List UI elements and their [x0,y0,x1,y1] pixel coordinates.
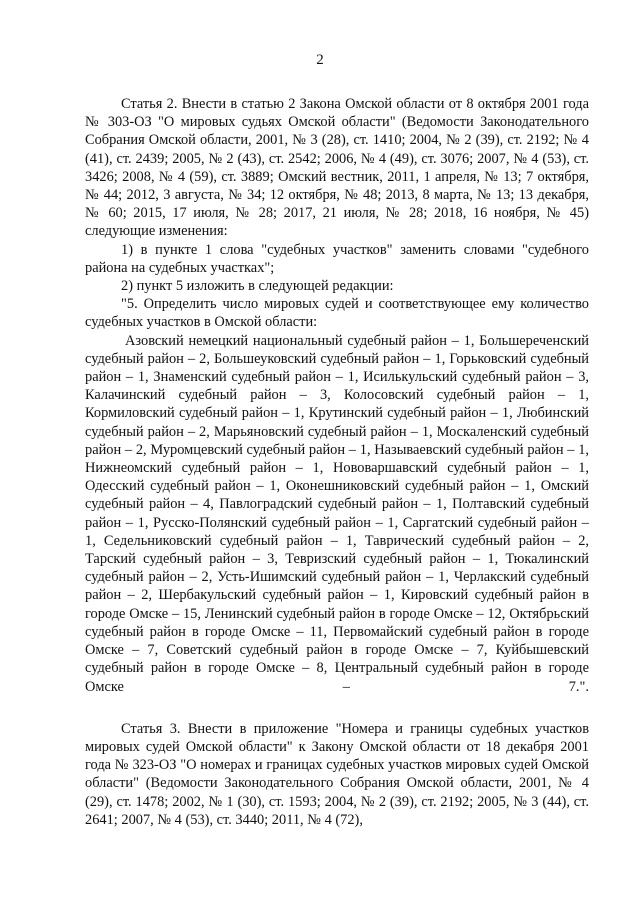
article-2-item-2: 2) пункт 5 изложить в следующей редакции: [121,278,394,295]
district-list: Азовский немецкий национальный судебный район – 1, Большереченский судебный район – 2, Большеуковский судебный район – 1, Горьковский судебный район – 1, Знаменский судебный район – 1, Исилькульский судебный район – 3, Калачинский судебный район – 3, Колосовский судебный район – 1, Кормиловский судебный район – 1, Крутинский судебный район – 1, Любинский судебный район – 2, Марьяновский судебный район – 1, Москаленский судебный район – 2, Муромцевский судебный район – 1, Называевский судебный район – 1, Нижнеомский судебный район – 1, Нововаршавский судебный район – 1, Одесский судебный район – 1, Оконешниковский судебный район – 1, Омский судебный район – 4, Павлоградский судебный район – 1, Полтавский судебный район – 1, Русско-Полянский судебный район – 1, Саргатский судебный район – 1, Седельниковский судебный район – 1, Таврический судебный район – 2, Тарский судебный район – 3, Тевризский судебный район – 1, Тюкалинский судебный район – 2, Усть-Ишимский судебный район – 1, Черлакский судебный район – 2, Шербакульский судебный район – 1, Кировский судебный район в городе Омске – 15, Ленинский судебный район в городе Омске – 12, Октябрьский судебный район в городе Омске – 11, Первомайский судебный район в городе Омске – 7, Советский судебный район в городе Омске – 7, Куйбышевский судебный район в городе Омске – 8, Центральный судебный район в городе Омске – 7.". [85,332,589,695]
page-number: 2 [316,52,324,68]
article-2-quote-intro: "5. Определить число мировых судей и соответствующее ему количество судебных участков в Омской области: [85,296,589,331]
paragraph-gap [85,696,589,720]
document-body [85,95,589,829]
article-2-item-1: 1) в пункте 1 слова "судебных участков" заменить словами "судебного района на судебных участках"; [85,241,589,276]
article-2-intro: Статья 2. Внести в статью 2 Закона Омской области от 8 октября 2001 года № 303-ОЗ "О мировых судьях Омской области" (Ведомости Законодательного Собрания Омской области, 2001, № 3 (28), ст. 1410; 2004, № 2 (39), ст. 2192; № 4 (41), ст. 2439; 2005, № 2 (43), ст. 2542; 2006, № 4 (49), ст. 3076; 2007, № 4 (53), ст. 3426; 2008, № 4 (59), ст. 3889; Омский вестник, 2011, 1 апреля, № 13; 7 октября, № 44; 2012, 3 августа, № 34; 12 октября, № 48; 2013, 8 марта, № 13; 13 декабря, № 60; 2015, 17 июля, № 28; 2017, 21 июля, № 28; 2018, 16 ноября, № 45) следующие изменения: [85,96,589,240]
article-3-intro: Статья 3. Внести в приложение "Номера и границы судебных участков мировых судей Омской области" к Закону Омской области от 18 декабря 2001 года № 323-ОЗ "О номерах и границах судебных участков мировых судей Омской области" (Ведомости Законодательного Собрания Омской области, 2001, № 4 (29), ст. 1478; 2002, № 1 (30), ст. 1593; 2004, № 2 (39), ст. 2192; 2005, № 3 (44), ст. 2641; 2007, № 4 (53), ст. 3440; 2011, № 4 (72), [85,720,589,828]
